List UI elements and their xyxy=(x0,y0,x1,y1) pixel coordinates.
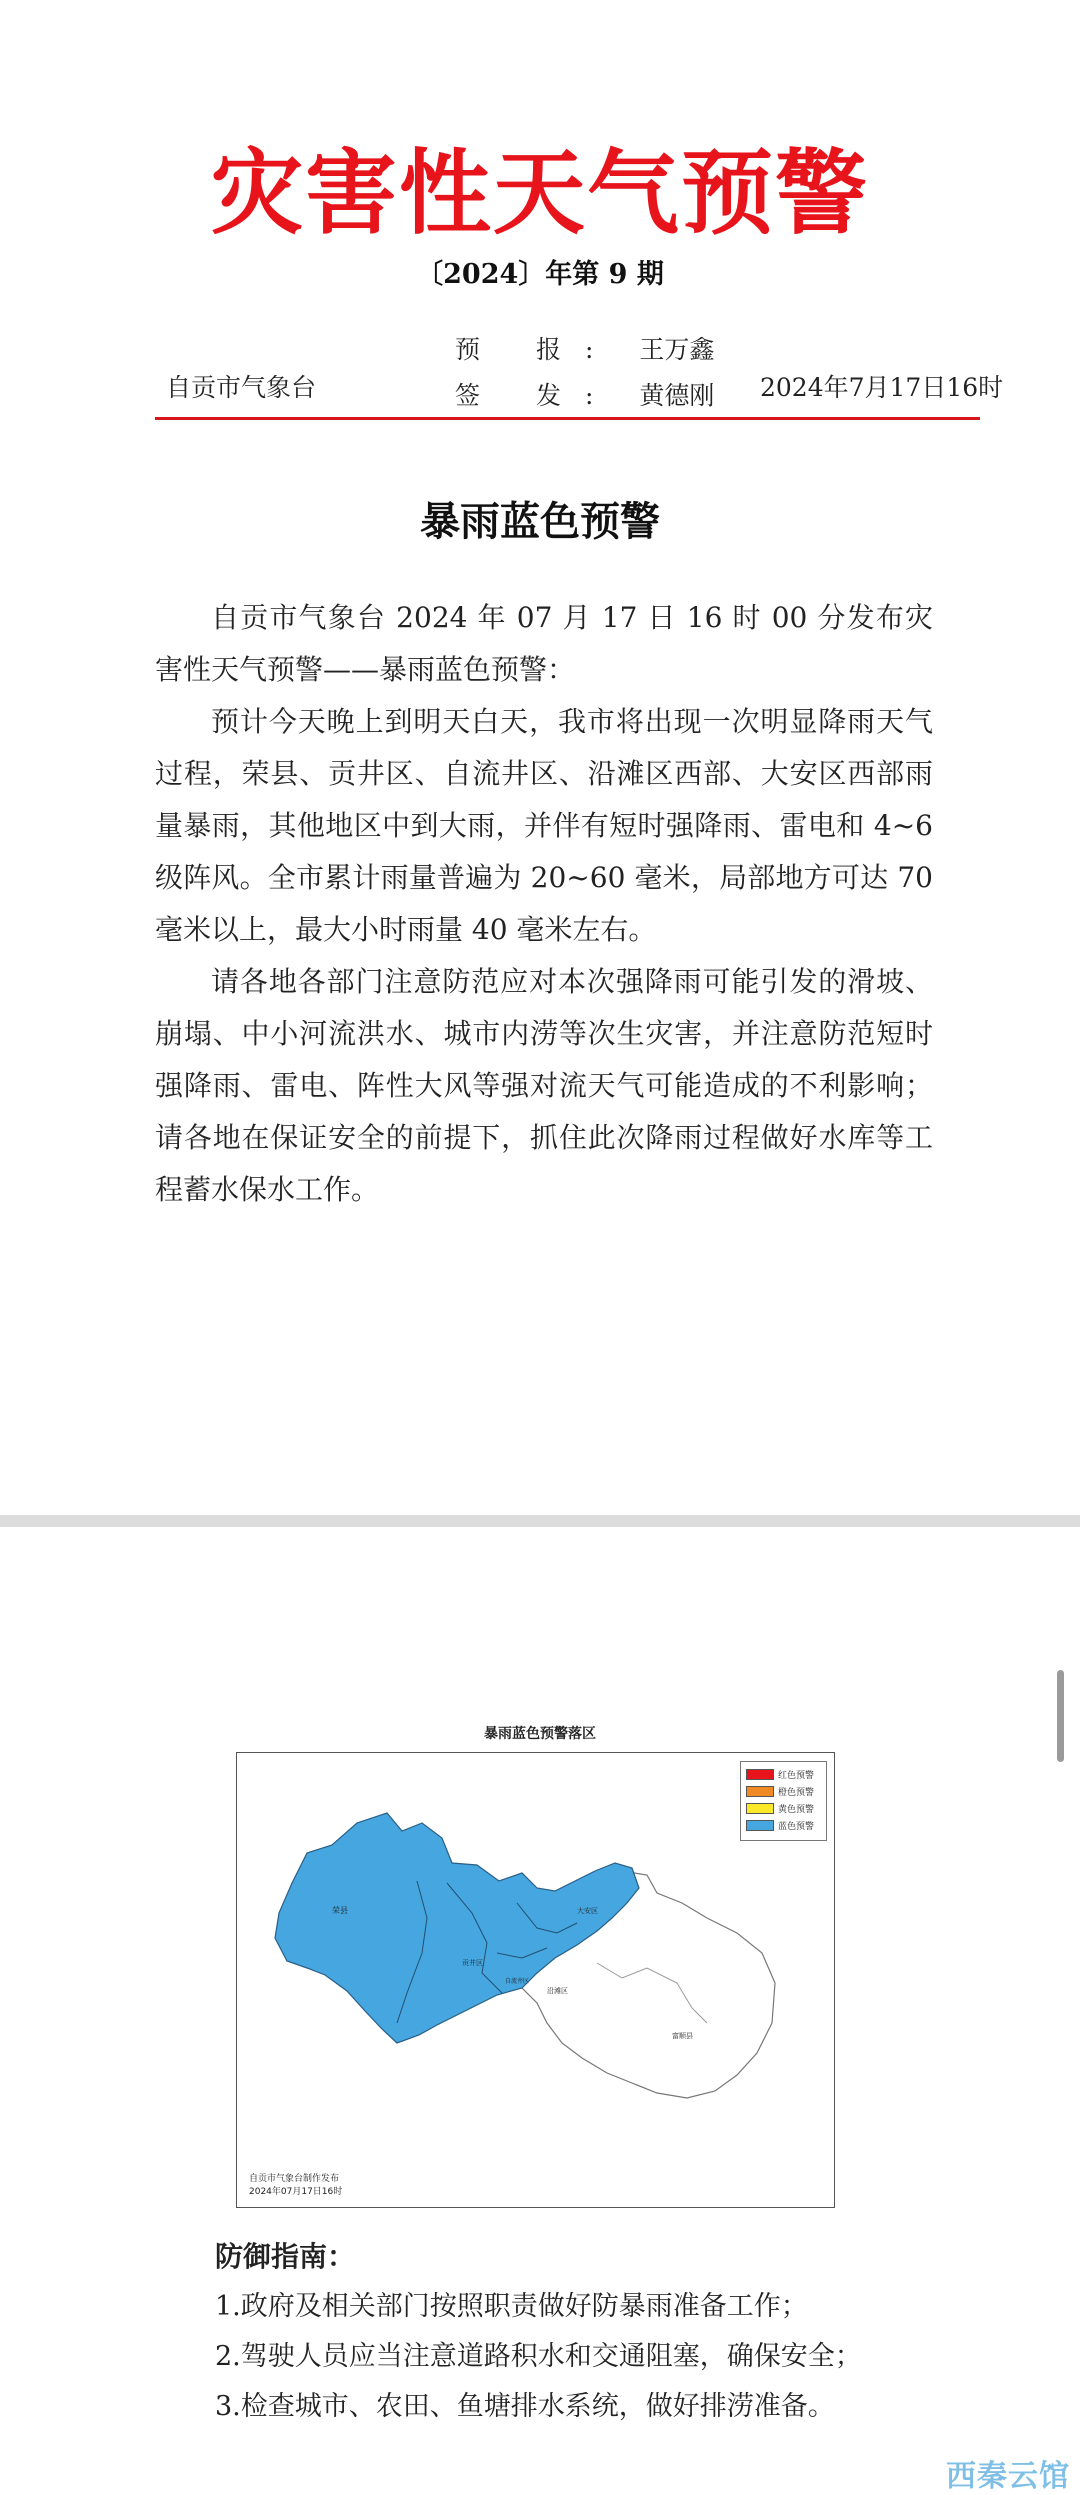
map-credit xyxy=(249,2173,342,2199)
scrollbar-thumb[interactable] xyxy=(1057,1670,1064,1762)
map-title: 暴雨蓝色预警落区 xyxy=(484,1726,596,1742)
issuer-name: 黄德刚 xyxy=(639,381,715,410)
issue-datetime: 2024年7月17日16时 xyxy=(760,373,1004,402)
legend-swatch xyxy=(746,1769,774,1780)
page-separator xyxy=(0,1515,1080,1527)
warning-title: 灾害性天气预警 xyxy=(210,139,869,247)
guide-item: 1.政府及相关部门按照职责做好防暴雨准备工作； xyxy=(215,2291,808,2322)
guide-item: 2.驾驶人员应当注意道路积水和交通阻塞，确保安全； xyxy=(215,2341,862,2372)
forecaster-name: 王万鑫 xyxy=(639,335,715,364)
issue-label: 签 发: xyxy=(455,381,618,410)
map-label-gongjing: 贡井区 xyxy=(462,1959,483,1967)
issuer-row xyxy=(455,376,714,412)
paragraph: 预计今天晚上到明天白天，我市将出现一次明显降雨天气过程，荣县、贡井区、自流井区、沿滩区西部、大安区西部雨量暴雨，其他地区中到大雨，并伴有短时强降雨、雷电和 4~6 级阵风。全市累计雨量普遍为 20~60 毫米，局部地方可达 70 毫米以上，最大小时雨量 40 毫米左右。 xyxy=(155,705,933,946)
legend-label: 蓝色预警 xyxy=(778,1822,815,1832)
credit-time: 2024年07月17日16时 xyxy=(249,2187,343,2197)
warning-map xyxy=(236,1752,835,2208)
credit-publisher: 自贡市气象台制作发布 xyxy=(249,2174,340,2184)
legend-swatch xyxy=(746,1803,774,1814)
issue-number: 〔2024〕年第 9 期 xyxy=(416,259,664,290)
paragraph: 自贡市气象台 2024 年 07 月 17 日 16 时 00 分发布灾害性天气预警——暴雨蓝色预警： xyxy=(155,601,933,686)
map-legend xyxy=(740,1761,827,1841)
map-label-ziliujing: 自流井区 xyxy=(505,1978,530,1985)
watermark-logo: 西秦云馆 xyxy=(946,2459,1070,2494)
defense-guide xyxy=(215,2232,1015,2432)
legend-swatch xyxy=(746,1820,774,1831)
legend-item xyxy=(746,1783,821,1800)
legend-item xyxy=(746,1800,821,1817)
agency-name: 自贡市气象台 xyxy=(166,373,317,402)
legend-item xyxy=(746,1766,821,1783)
legend-label: 橙色预警 xyxy=(778,1788,815,1798)
paragraph: 请各地各部门注意防范应对本次强降雨可能引发的滑坡、崩塌、中小河流洪水、城市内涝等次生灾害，并注意防范短时强降雨、雷电、阵性大风等强对流天气可能造成的不利影响；请各地在保证安全的前提下，抓住此次降雨过程做好水库等工程蓄水保水工作。 xyxy=(155,965,933,1206)
guide-item: 3.检查城市、农田、鱼塘排水系统，做好排涝准备。 xyxy=(215,2391,835,2422)
legend-swatch xyxy=(746,1786,774,1797)
map-label-yantan: 沿滩区 xyxy=(547,1987,568,1995)
map-label-rongxian: 荣县 xyxy=(332,1906,348,1915)
document-heading: 暴雨蓝色预警 xyxy=(420,499,660,545)
legend-label: 黄色预警 xyxy=(778,1805,815,1815)
guide-title: 防御指南： xyxy=(215,2240,356,2273)
map-label-daan: 大安区 xyxy=(577,1907,598,1915)
map-label-fushun: 富顺县 xyxy=(672,2032,693,2040)
legend-item xyxy=(746,1817,821,1834)
document-body xyxy=(155,592,933,1216)
forecaster-row xyxy=(455,330,714,366)
legend-label: 红色预警 xyxy=(778,1771,815,1781)
header-divider xyxy=(155,417,980,420)
forecast-label: 预 报: xyxy=(455,335,618,364)
